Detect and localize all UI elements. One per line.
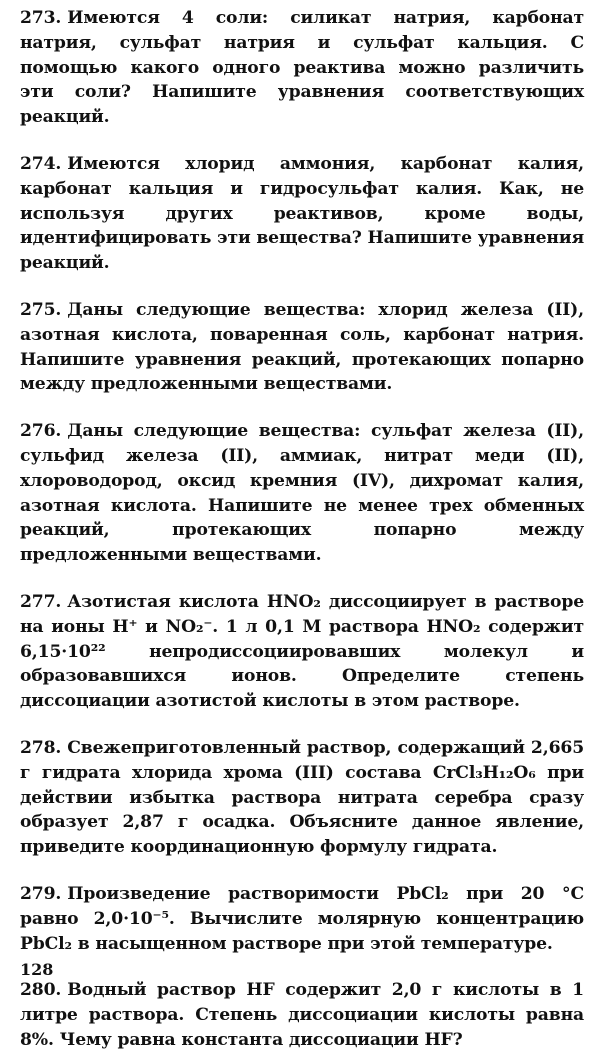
problem-text: Водный раствор HF содержит 2,0 г кислоты в 1 литре раствора. Степень диссоциации кислоты равна 8%. Чему равна константа диссоциации HF?	[20, 980, 584, 1050]
problem-273	[20, 6, 584, 130]
problem-280	[20, 978, 584, 1052]
problem-number: 273.	[20, 8, 62, 28]
problem-276	[20, 419, 584, 568]
problem-number: 280.	[20, 980, 62, 1001]
page-number: 128	[20, 960, 54, 979]
problem-text: Имеются 4 соли: силикат натрия, карбонат натрия, сульфат натрия и сульфат кальция. С помощью какого одного реактива можно различить эти соли? Напишите уравнения соответствующих реакций.	[20, 8, 584, 128]
problem-number: 278.	[20, 737, 62, 758]
problem-text: Азотистая кислота HNO₂ диссоциирует в растворе на ионы H⁺ и NO₂⁻. 1 л 0,1 М раствора HNO₂ содержит 6,15·10²² непродиссоциировавших молекул и образовавшихся ионов. Определите степень диссоциации азотистой кислоты в этом растворе.	[20, 591, 584, 712]
problem-279	[20, 882, 584, 956]
problem-text: Даны следующие вещества: хлорид железа (II), азотная кислота, поваренная соль, карбонат натрия. Напишите уравнения реакций, протекающих попарно между предложенными веществами.	[20, 299, 584, 395]
problem-number: 277.	[20, 591, 62, 612]
problem-277	[20, 590, 584, 714]
problem-text: Имеются хлорид аммония, карбонат калия, карбонат кальция и гидросульфат калия. Как, не используя других реактивов, кроме воды, идентифицировать эти вещества? Напишите уравнения реакций.	[20, 153, 584, 274]
problem-text: Произведение растворимости PbCl₂ при 20 °C равно 2,0·10⁻⁵. Вычислите молярную концентрацию PbCl₂ в насыщенном растворе при этой температуре.	[20, 883, 584, 954]
problem-number: 276.	[20, 421, 62, 442]
problem-number: 274.	[20, 153, 62, 174]
problem-text: Свежеприготовленный раствор, содержащий 2,665 г гидрата хлорида хрома (III) состава CrCl₃H₁₂O₆ при действии избытка раствора нитрата серебра сразу образует 2,87 г осадка. Объясните данное явление, приведите координационную формулу гидрата.	[20, 737, 584, 858]
problem-text: Даны следующие вещества: сульфат железа (II), сульфид железа (II), аммиак, нитрат меди (II), хлороводород, оксид кремния (IV), дихромат калия, азотная кислота. Напишите не менее трех обменных реакций, протекающих попарно между предложенными веществами.	[20, 421, 584, 566]
problem-number: 275.	[20, 299, 62, 320]
problem-number: 279.	[20, 883, 62, 904]
problem-274	[20, 152, 584, 276]
problem-275	[20, 298, 584, 397]
problem-278	[20, 736, 584, 860]
